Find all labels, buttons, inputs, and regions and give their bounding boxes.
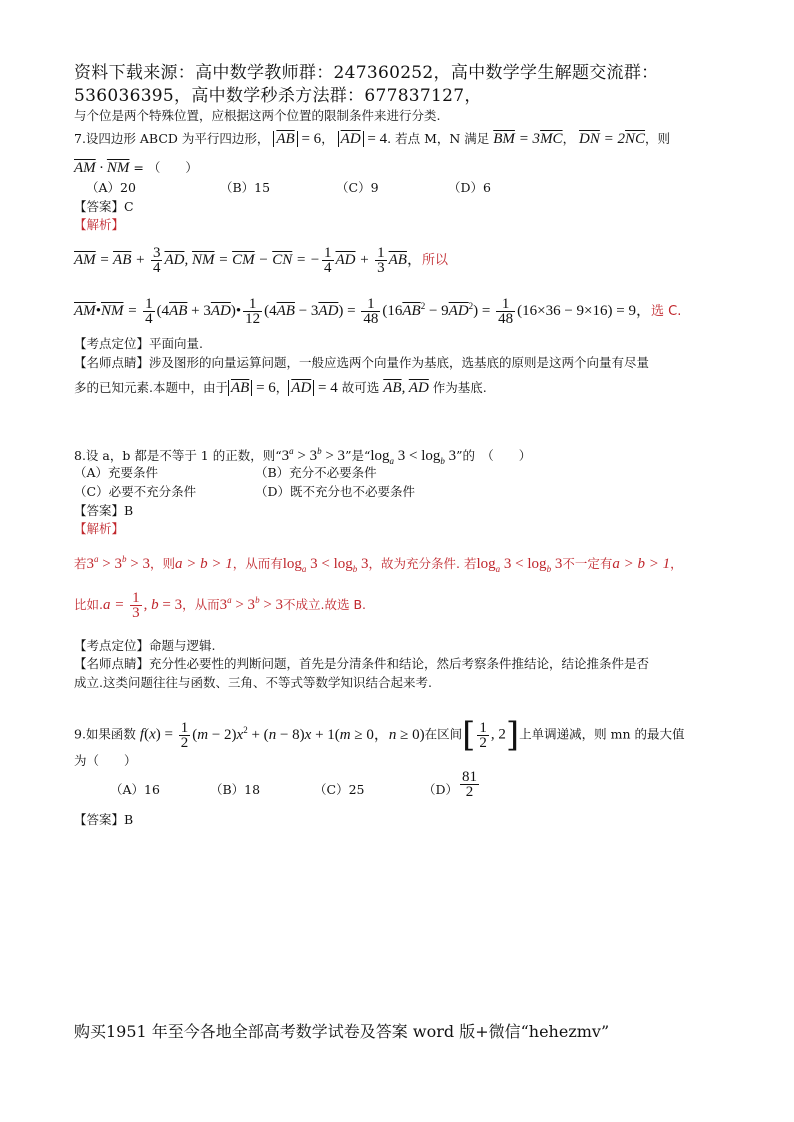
q7-option-b: （B）15 — [220, 180, 271, 195]
q8-option-a: （A）充要条件 — [74, 465, 159, 480]
header-line-1: 资料下载来源：高中数学教师群：247360252，高中数学学生解题交流群： — [74, 63, 659, 83]
q7-stem: 7.设四边形 ABCD 为平行四边形， $\overline{AB} = 6$， $\overline{AD} = 4$. 若点 M，N 满足 $\overline{BM} = 3\overline{MC}$， $\overline{DN} = 2\overline{NC}$，则 — [74, 131, 671, 147]
q9-stem: 9.如果函数 f(x) = $\frac{1}{2}$ $(m - 2)x^2 + (n - 8)x + 1(m \ge 0$，n ≥ 0)在区间[ $\frac{1}{2}$ , 2]上单调递减，则 mn 的最大值 — [74, 715, 685, 755]
q8-stem: 8.设 a，b 都是不等于 1 的正数，则“$3^a > 3^b > 3$”是“$\log_a$ $3 < \log_b 3$”的 （ ） — [74, 446, 532, 466]
q7-option-a: （A）20 — [86, 180, 136, 195]
q9-answer: 【答案】B — [74, 812, 134, 827]
q9-option-d-fraction: $\frac{81}{2}$ — [462, 769, 477, 800]
q7-solution-1: $\overline{AM} = \overline{AB}$ + $\frac{3}{4}$ $\overline{AD}$, $\overline{NM} = \overline{CM} - \overline{CN}$ = − $\frac{1}{4}$ $\overline{AD}$ + $\frac{1}{3}$ $\overline{AB}$，所以 — [74, 245, 448, 276]
q8-solution-2: 比如.a = $\frac{1}{3}$ , b = 3，从而$3^a > 3^b > 3$不成立.故选 B. — [74, 590, 367, 621]
q8-option-b: （B）充分不必要条件 — [255, 465, 377, 480]
q7-jiexi-label: 【解析】 — [74, 217, 125, 232]
q7-mingshi-1: 【名师点睛】涉及图形的向量运算问题，一般应选两个向量作为基底，选基底的原则是这两个向量有尽量 — [74, 355, 650, 370]
q7-answer: 【答案】C — [74, 199, 134, 214]
q7-solution-2: $\overline{AM}•\overline{NM}$ = $\frac{1}{4}$ ($4\overline{AB}$ + $3\overline{AD})•$ $\frac{1}{12}$ $(4\overline{AB} - 3\overline{AD})$ = $\frac{1}{48}$ $(16\overline{AB}^2 - 9\overline{AD}^2)$ = $\frac{1}{48}$ (16×36 − 9×16) = 9，选 C. — [74, 296, 682, 327]
q8-solution-1: 若$3^a > 3^b > 3$，则a > b > 1，从而有$\log_a 3 < \log_b 3$，故为充分条件. 若$\log_a 3 < \log_b 3$不一定有a > b > 1， — [74, 554, 683, 574]
q8-answer: 【答案】B — [74, 503, 134, 518]
q7-kaodian: 【考点定位】平面向量. — [74, 336, 203, 351]
q7-option-c: （C）9 — [336, 180, 379, 195]
q9-stem-tail: 为（ ） — [74, 753, 137, 768]
q8-option-c: （C）必要不充分条件 — [74, 484, 197, 499]
q7-ask: $\overline{AM} \cdot \overline{NM}$ = （ ） — [74, 160, 198, 176]
q9-option-c: （C）25 — [314, 782, 365, 797]
q9-option-d: （D） — [423, 782, 459, 797]
q8-option-d: （D）既不充分也不必要条件 — [255, 484, 416, 499]
q8-jiexi-label: 【解析】 — [74, 521, 125, 536]
q7-mingshi-2: 多的已知元素.本题中，由于 $\overline{AB} = 6$， $\overline{AD} = 4$ 故可选 $\overline{AB}$, $\overline{AD}$ 作为基底. — [74, 380, 487, 396]
q7-option-d: （D）6 — [448, 180, 491, 195]
header-line-2: 536036395，高中数学秒杀方法群：677837127， — [74, 86, 482, 106]
q8-kaodian: 【考点定位】命题与逻辑. — [74, 638, 216, 653]
prev-note: 与个位是两个特殊位置，应根据这两个位置的限制条件来进行分类. — [74, 108, 441, 123]
q8-mingshi-2: 成立.这类问题往往与函数、三角、不等式等数学知识结合起来考. — [74, 675, 432, 690]
q9-option-b: （B）18 — [210, 782, 261, 797]
q8-mingshi-1: 【名师点睛】充分性必要性的判断问题，首先是分清条件和结论，然后考察条件推结论，结论推条件是否 — [74, 656, 650, 671]
q9-option-a: （A）16 — [110, 782, 160, 797]
footer-note: 购买1951 年至今各地全部高考数学试卷及答案 word 版+微信“hehezmv” — [74, 1022, 610, 1041]
